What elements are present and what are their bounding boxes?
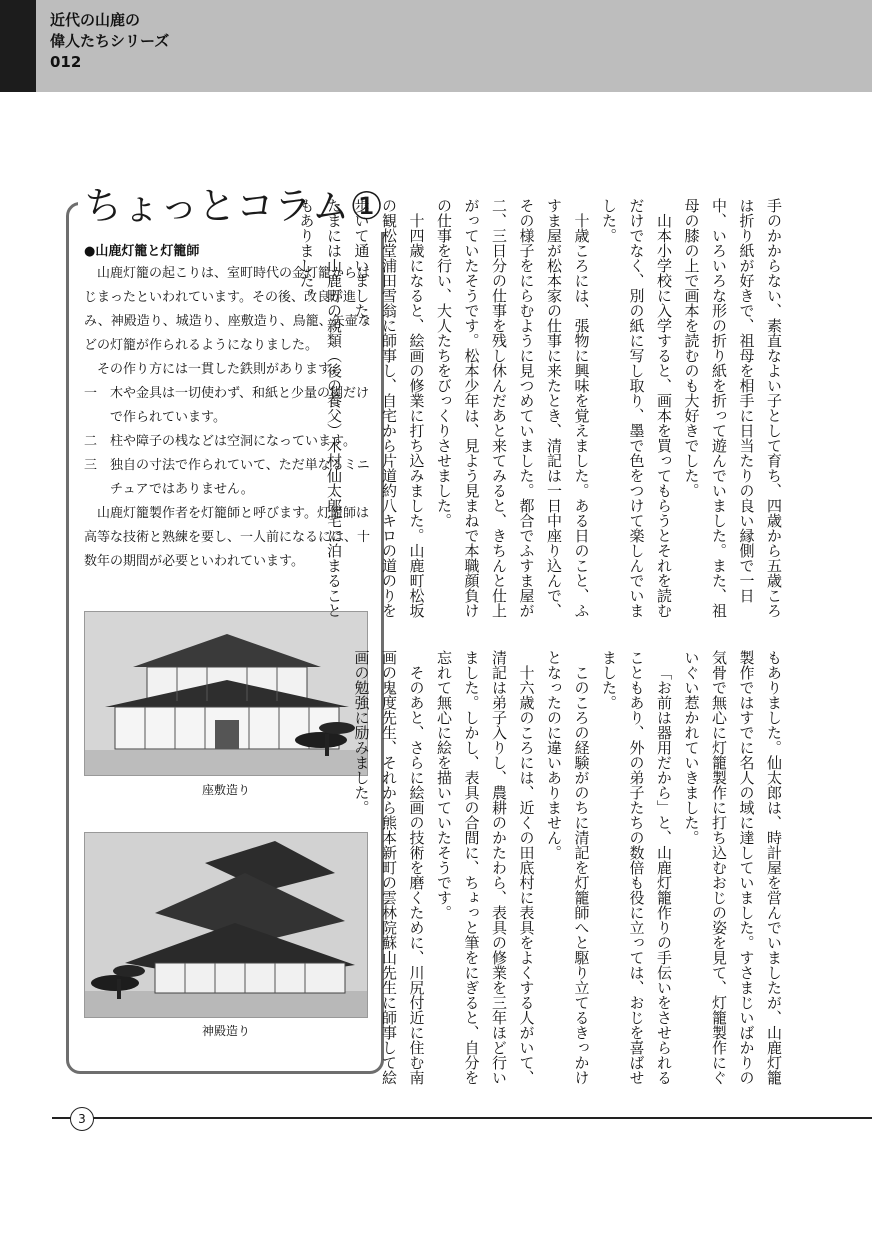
header-bar xyxy=(0,0,872,92)
list-number: 一 xyxy=(84,386,98,401)
column-paragraph: 山鹿灯籠製作者を灯籠師と呼びます。灯籠師は高等な技術と熟練を要し、一人前になるには、十数年の期間が必要といわれています。 xyxy=(84,506,371,569)
series-title xyxy=(50,10,350,73)
text-paragraph: 十四歳になると、絵画の修業に打ち込みました。山鹿町松坂の観松堂浦田雪翁に師事し、自宅から片道約八キロの道のりを歩いて通いました。 xyxy=(352,198,426,618)
column-title: ちょっとコラム① xyxy=(78,180,390,232)
text-paragraph: たまには山鹿町の親類（後の養父）木村仙太郎宅に泊まることもありました。 xyxy=(297,198,343,618)
main-text-lower xyxy=(352,650,787,1090)
list-number: 三 xyxy=(84,458,98,473)
list-text: 柱や障子の桟などは空洞になっています。 xyxy=(110,434,356,449)
list-text: 木や金具は一切使わず、和紙と少量の糊だけで作られています。 xyxy=(110,386,369,425)
series-line-1: 近代の山鹿の xyxy=(50,11,141,29)
text-paragraph: 手のかからない、素直なよい子として育ち、四歳から五歳ころは折り紙が好きで、祖母を相手に日当たりの良い縁側で一日中、いろいろな形の折り紙を折って遊んでいました。また、祖母の膝の上で画本を読むのも大好きでした。 xyxy=(682,198,783,618)
page-number: 3 xyxy=(70,1107,94,1131)
text-paragraph: 十歳ころには、張物に興味を覚えました。ある日のこと、ふすま屋が松本家の仕事に来たとき、清記は一日中座り込んで、その様子をにらむように見つめていました。都合でふすま屋が二、三日分の仕事を残し休んだあと来てみると、きちんと仕上がっていたそうです。松本少年は、見よう見まねで本職顔負けの仕事を行い、大人たちをびっくりさせました。 xyxy=(435,198,591,618)
header-dark-tab xyxy=(0,0,36,92)
series-line-2: 偉人たちシリーズ xyxy=(50,32,170,50)
shinden-caption: 神殿造り xyxy=(201,1024,250,1038)
text-paragraph: そのあと、さらに絵画の技術を磨くために、川尻付近に住む南画の鬼度先生、それから熊本新町の雲林院蘇山先生に師事して絵画の勉強に励みました。 xyxy=(352,650,426,1085)
zashiki-lantern-photo xyxy=(84,611,368,776)
shinden-lantern-photo xyxy=(84,832,368,1018)
zashiki-caption: 座敷造り xyxy=(201,783,250,797)
main-text-upper xyxy=(297,198,787,618)
column-paragraph: その作り方には一貫した鉄則があります。 xyxy=(97,362,343,377)
text-paragraph: もありました。仙太郎は、時計屋を営んでいましたが、山鹿灯籠製作ではすでに名人の域に達していました。すさまじいばかりの気骨で無心に灯籠製作に打ち込むおじの姿を見て、灯籠製作にぐいぐい惹かれていきました。 xyxy=(682,650,783,1085)
text-paragraph: 「お前は器用だから」と、山鹿灯籠作りの手伝いをさせられることもあり、外の弟子たちの数倍も役に立っては、おじを喜ばせました。 xyxy=(600,650,673,1085)
column-heading: ●山鹿灯籠と灯籠師 xyxy=(84,244,200,259)
text-paragraph: このころの経験がのちに清記を灯籠師へと駆り立てるきっかけとなったのに違いありません。 xyxy=(545,650,591,1085)
text-paragraph: 十六歳のころには、近くの田底村に表具をよくする人がいて、清記は弟子入りし、農耕のかたわら、表具の修業を三年ほど行いました。しかし、表具の合間に、ちょっと筆をにぎると、自分を忘れて無心に絵を描いていたそうです。 xyxy=(435,650,536,1085)
list-text: 独自の寸法で作られていて、ただ単なるミニチュアではありません。 xyxy=(110,458,370,497)
column-paragraph: 山鹿灯籠の起こりは、室町時代の金灯籠からはじまったといわれています。その後、改良が進み、神殿造り、城造り、座敷造り、鳥籠、矢壷などの灯籠が作られるようになりました。 xyxy=(84,266,371,353)
list-number: 二 xyxy=(84,434,98,449)
series-number: 012 xyxy=(50,53,82,71)
footer-rule xyxy=(52,1117,872,1119)
text-paragraph: 山本小学校に入学すると、画本を買ってもらうとそれを読むだけでなく、別の紙に写し取り、墨で色をつけて楽しんでいました。 xyxy=(600,198,673,618)
